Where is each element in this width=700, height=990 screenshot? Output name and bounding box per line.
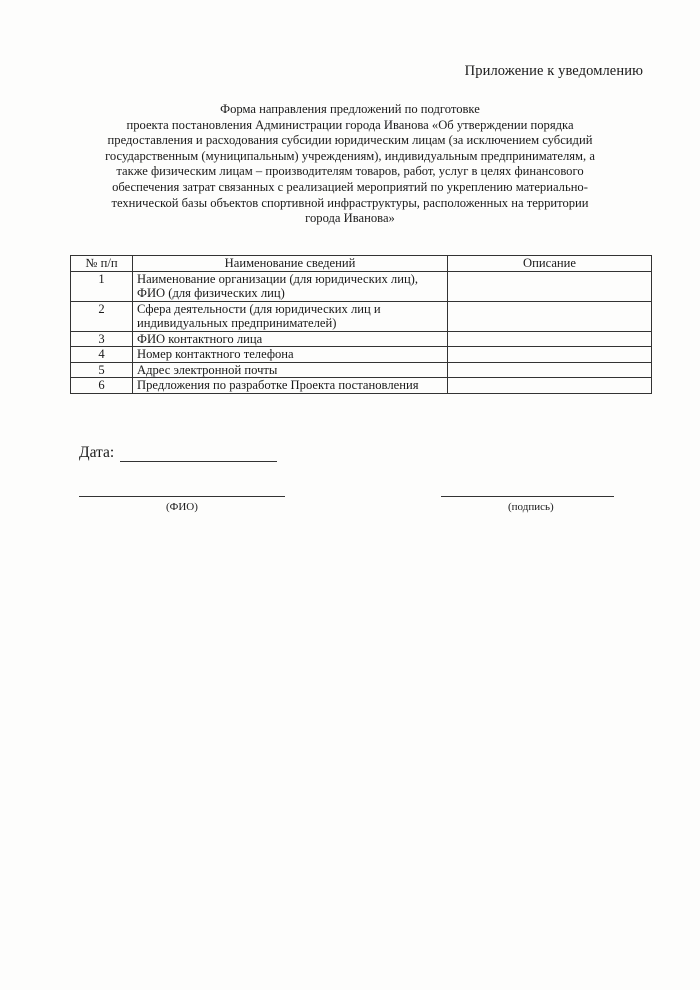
row-num: 6 <box>71 378 133 394</box>
fio-field-line[interactable] <box>79 496 285 497</box>
row-name: Сфера деятельности (для юридических лиц и индивидуальных предпринимателей) <box>133 301 448 331</box>
row-num: 3 <box>71 331 133 347</box>
row-desc[interactable] <box>448 301 652 331</box>
appendix-label: Приложение к уведомлению <box>464 63 643 79</box>
row-desc[interactable] <box>448 347 652 363</box>
signature-field-line[interactable] <box>441 496 614 497</box>
table-row <box>71 271 652 301</box>
date-field-line[interactable] <box>120 461 277 462</box>
row-desc[interactable] <box>448 271 652 301</box>
header-name: Наименование сведений <box>133 256 448 272</box>
table-row <box>71 378 652 394</box>
title-line: также физическим лицам – производителям товаров, работ, услуг в целях финансового <box>116 164 584 179</box>
title-line: города Иванова» <box>305 211 395 226</box>
form-title <box>60 102 640 227</box>
table-header-row <box>71 256 652 272</box>
row-name: Предложения по разработке Проекта постановления <box>133 378 448 394</box>
row-desc[interactable] <box>448 378 652 394</box>
title-line: государственным (муниципальным) учреждениям), индивидуальным предпринимателям, а <box>105 148 595 163</box>
row-name: Адрес электронной почты <box>133 362 448 378</box>
row-name: ФИО контактного лица <box>133 331 448 347</box>
row-name: Наименование организации (для юридических лиц), ФИО (для физических лиц) <box>133 271 448 301</box>
info-table <box>70 255 652 394</box>
row-desc[interactable] <box>448 362 652 378</box>
table-row <box>71 331 652 347</box>
date-label: Дата: <box>79 444 115 461</box>
signature-caption: (подпись) <box>508 501 554 513</box>
row-num: 2 <box>71 301 133 331</box>
header-num: № п/п <box>71 256 133 272</box>
table-row <box>71 301 652 331</box>
row-num: 4 <box>71 347 133 363</box>
row-name: Номер контактного телефона <box>133 347 448 363</box>
title-line: обеспечения затрат связанных с реализацией мероприятий по укреплению материально- <box>112 179 588 194</box>
row-desc[interactable] <box>448 331 652 347</box>
title-line: технической базы объектов спортивной инфраструктуры, расположенных на территории <box>111 195 589 210</box>
table-row <box>71 347 652 363</box>
row-num: 1 <box>71 271 133 301</box>
row-num: 5 <box>71 362 133 378</box>
title-line: Форма направления предложений по подготовке <box>220 102 480 116</box>
fio-caption: (ФИО) <box>166 501 198 513</box>
table-row <box>71 362 652 378</box>
title-line: проекта постановления Администрации города Иванова «Об утверждении порядка <box>126 117 574 132</box>
header-desc: Описание <box>448 256 652 272</box>
title-line: предоставления и расходования субсидии юридическим лицам (за исключением субсидий <box>107 133 593 148</box>
